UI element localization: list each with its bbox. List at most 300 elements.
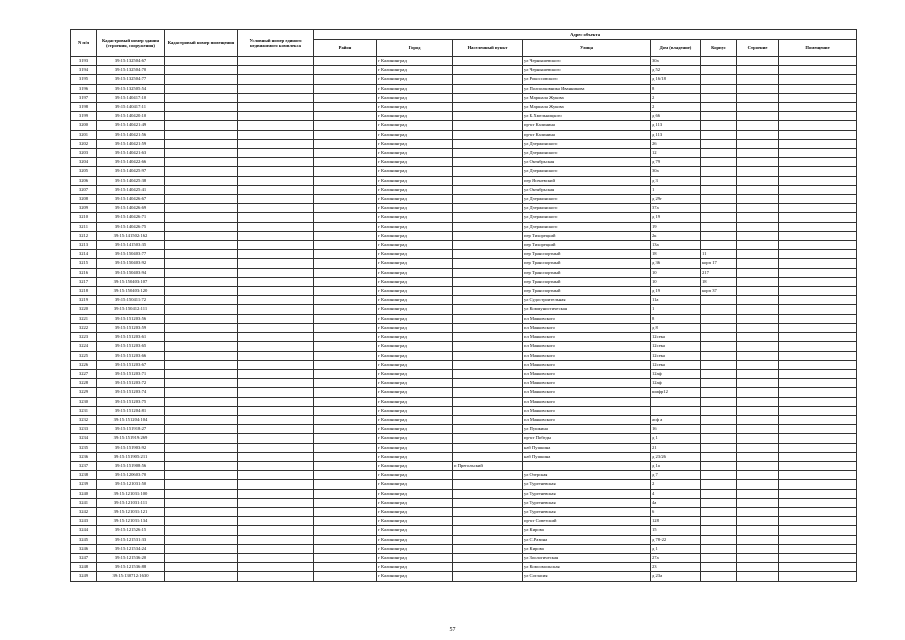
cell-city: г Калининград [377, 121, 453, 130]
cell-street: пер Транспортный [523, 268, 651, 277]
cell-conditional-number [238, 75, 314, 84]
cell-settlement [453, 103, 523, 112]
cell-conditional-number [238, 305, 314, 314]
cell-city: г Калининград [377, 176, 453, 185]
cell-room [779, 222, 857, 231]
cell-settlement [453, 84, 523, 93]
table-row [71, 434, 857, 443]
cell-region [314, 406, 377, 415]
cell-region [314, 388, 377, 397]
cell-cadastral-building: 39:15:140425:97 [97, 167, 165, 176]
cell-cadastral-room [165, 176, 238, 185]
cell-city: г Калининград [377, 333, 453, 342]
cell-number: 3195 [71, 75, 97, 84]
cell-city: г Калининград [377, 425, 453, 434]
cell-city: г Калининград [377, 84, 453, 93]
cell-number: 3212 [71, 231, 97, 240]
cell-cadastral-building: 39:15:150403:107 [97, 277, 165, 286]
header-num: N п/п [71, 30, 97, 57]
cell-korpus [701, 535, 737, 544]
cell-house: д 29г [651, 195, 701, 204]
cell-region [314, 167, 377, 176]
cell-room [779, 507, 857, 516]
cell-city: г Калининград [377, 287, 453, 296]
cell-conditional-number [238, 342, 314, 351]
cell-conditional-number [238, 259, 314, 268]
cell-settlement [453, 231, 523, 240]
cell-house: д 66 [651, 112, 701, 121]
cell-room [779, 406, 857, 415]
cell-building [737, 434, 779, 443]
cell-street: ул Коммунистическая [523, 305, 651, 314]
cell-city: г Калининград [377, 342, 453, 351]
cell-number: 3200 [71, 121, 97, 130]
cell-building [737, 323, 779, 332]
cell-region [314, 471, 377, 480]
cell-room [779, 176, 857, 185]
cell-room [779, 93, 857, 102]
cell-conditional-number [238, 130, 314, 139]
cell-building [737, 572, 779, 581]
cell-house: 8 [651, 314, 701, 323]
cell-conditional-number [238, 406, 314, 415]
cell-room [779, 139, 857, 148]
cell-street: ул Чернышевского [523, 66, 651, 75]
cell-region [314, 231, 377, 240]
cell-settlement [453, 425, 523, 434]
cell-street: ул Маршала Жукова [523, 103, 651, 112]
cell-korpus [701, 369, 737, 378]
cell-room [779, 342, 857, 351]
cell-building [737, 287, 779, 296]
cell-building [737, 213, 779, 222]
cell-house: 27а [651, 553, 701, 562]
cell-settlement [453, 535, 523, 544]
cell-korpus: 217 [701, 268, 737, 277]
table-row [71, 305, 857, 314]
cell-building [737, 103, 779, 112]
cell-conditional-number [238, 388, 314, 397]
cell-cadastral-room [165, 139, 238, 148]
cell-conditional-number [238, 434, 314, 443]
cell-number: 3196 [71, 84, 97, 93]
cell-city: г Калининград [377, 296, 453, 305]
cell-city: г Калининград [377, 461, 453, 470]
table-row [71, 489, 857, 498]
cell-house: 16 [651, 425, 701, 434]
cell-city: г Калининград [377, 167, 453, 176]
cell-city: г Калининград [377, 563, 453, 572]
cell-korpus [701, 443, 737, 452]
cell-city: г Калининград [377, 231, 453, 240]
cell-street: пл Маяковского [523, 369, 651, 378]
cell-street: ул Дзержинского [523, 204, 651, 213]
cell-house: 10 [651, 277, 701, 286]
cell-room [779, 314, 857, 323]
cell-korpus [701, 176, 737, 185]
table-row [71, 360, 857, 369]
cell-cadastral-room [165, 434, 238, 443]
cell-korpus [701, 498, 737, 507]
cell-settlement [453, 176, 523, 185]
cell-city: г Калининград [377, 139, 453, 148]
table-row [71, 415, 857, 424]
cell-room [779, 452, 857, 461]
cell-street: ул Дзержинского [523, 149, 651, 158]
cell-city: г Калининград [377, 149, 453, 158]
cell-number: 3227 [71, 369, 97, 378]
cell-korpus [701, 379, 737, 388]
table-row [71, 323, 857, 332]
cell-house: шифр12 [651, 388, 701, 397]
cell-street: ул Октябрьская [523, 185, 651, 194]
cell-cadastral-building: 39:15:121031:50 [97, 480, 165, 489]
cell-cadastral-room [165, 93, 238, 102]
cell-number: 3226 [71, 360, 97, 369]
cell-number: 3239 [71, 480, 97, 489]
cell-settlement [453, 277, 523, 286]
cell-settlement [453, 204, 523, 213]
cell-settlement [453, 121, 523, 130]
cell-building [737, 369, 779, 378]
cell-house: 12аф [651, 379, 701, 388]
cell-house: 15 [651, 526, 701, 535]
cell-region [314, 544, 377, 553]
cell-conditional-number [238, 268, 314, 277]
cell-conditional-number [238, 360, 314, 369]
cell-room [779, 443, 857, 452]
cell-number: 3241 [71, 498, 97, 507]
cell-building [737, 544, 779, 553]
cell-building [737, 480, 779, 489]
cell-cadastral-building: 39:15:121534:24 [97, 544, 165, 553]
cell-city: г Калининград [377, 112, 453, 121]
cell-city: г Калининград [377, 75, 453, 84]
cell-city: г Калининград [377, 268, 453, 277]
cell-room [779, 379, 857, 388]
cell-number: 3248 [71, 563, 97, 572]
cell-street: ул Дзержинского [523, 213, 651, 222]
cell-number: 3237 [71, 461, 97, 470]
cell-cadastral-room [165, 452, 238, 461]
cell-cadastral-room [165, 323, 238, 332]
cell-cadastral-building: 39:15:121536:20 [97, 553, 165, 562]
cell-settlement [453, 471, 523, 480]
cell-cadastral-building: 39:15:140421:63 [97, 149, 165, 158]
cell-house: 19 [651, 222, 701, 231]
cell-conditional-number [238, 425, 314, 434]
cell-region [314, 535, 377, 544]
cell-region [314, 397, 377, 406]
cell-street: пл Маяковского [523, 360, 651, 369]
cell-city: г Калининград [377, 213, 453, 222]
cell-korpus [701, 397, 737, 406]
cell-conditional-number [238, 452, 314, 461]
cell-settlement [453, 369, 523, 378]
cell-room [779, 213, 857, 222]
cell-street: пр-кт Советский [523, 517, 651, 526]
cell-cadastral-building: 39:15:140425:41 [97, 185, 165, 194]
cell-conditional-number [238, 158, 314, 167]
cell-cadastral-room [165, 277, 238, 286]
cell-building [737, 149, 779, 158]
cell-region [314, 323, 377, 332]
cell-conditional-number [238, 121, 314, 130]
cell-house: 30а [651, 167, 701, 176]
cell-building [737, 305, 779, 314]
cell-building [737, 314, 779, 323]
cell-house: 10 [651, 268, 701, 277]
cell-number: 3211 [71, 222, 97, 231]
cell-region [314, 452, 377, 461]
cell-city: г Калининград [377, 572, 453, 581]
table-row [71, 406, 857, 415]
cell-room [779, 415, 857, 424]
cell-region [314, 185, 377, 194]
cell-cadastral-building: 39:15:150403:120 [97, 287, 165, 296]
cell-cadastral-room [165, 241, 238, 250]
table-row [71, 66, 857, 75]
cell-room [779, 480, 857, 489]
cell-conditional-number [238, 526, 314, 535]
cell-korpus [701, 195, 737, 204]
table-row [71, 75, 857, 84]
cell-korpus [701, 296, 737, 305]
table-row [71, 158, 857, 167]
cell-house: д 23а [651, 572, 701, 581]
cell-cadastral-room [165, 130, 238, 139]
cell-number: 3238 [71, 471, 97, 480]
cell-cadastral-building: 39:15:121031:111 [97, 498, 165, 507]
cell-cadastral-room [165, 507, 238, 516]
cell-settlement [453, 517, 523, 526]
cell-conditional-number [238, 287, 314, 296]
table-row [71, 250, 857, 259]
cell-city: г Калининград [377, 351, 453, 360]
cell-korpus [701, 213, 737, 222]
cell-street: наб Пушкина [523, 443, 651, 452]
cell-korpus [701, 149, 737, 158]
cell-building [737, 406, 779, 415]
cell-street: ул Тургеневская [523, 480, 651, 489]
cell-settlement [453, 572, 523, 581]
cell-building [737, 93, 779, 102]
cell-building [737, 268, 779, 277]
cell-settlement [453, 563, 523, 572]
cell-house: 4а [651, 498, 701, 507]
cell-cadastral-room [165, 471, 238, 480]
cell-conditional-number [238, 480, 314, 489]
cell-settlement [453, 314, 523, 323]
cell-conditional-number [238, 277, 314, 286]
cell-conditional-number [238, 471, 314, 480]
cell-building [737, 296, 779, 305]
cell-city: г Калининград [377, 544, 453, 553]
cell-number: 3217 [71, 277, 97, 286]
cell-house: д 1 [651, 544, 701, 553]
cell-room [779, 268, 857, 277]
cell-building [737, 185, 779, 194]
cell-city: г Калининград [377, 480, 453, 489]
cell-cadastral-building: 39:15:140426:75 [97, 222, 165, 231]
cell-region [314, 176, 377, 185]
cell-cadastral-room [165, 351, 238, 360]
cell-room [779, 425, 857, 434]
cell-conditional-number [238, 176, 314, 185]
cell-house: 30а [651, 57, 701, 66]
table-row [71, 369, 857, 378]
cell-building [737, 517, 779, 526]
cell-street: ул Зоологическая [523, 553, 651, 562]
cell-street: пер Транспортный [523, 259, 651, 268]
cell-street: ул Тургеневская [523, 498, 651, 507]
cell-cadastral-room [165, 379, 238, 388]
cell-korpus [701, 323, 737, 332]
cell-house: д 1 [651, 434, 701, 443]
cell-region [314, 112, 377, 121]
cell-settlement: п Прегольский [453, 461, 523, 470]
cell-house: 12 [651, 149, 701, 158]
cell-number: 3209 [71, 204, 97, 213]
cell-house: 26 [651, 139, 701, 148]
cell-building [737, 461, 779, 470]
cell-region [314, 130, 377, 139]
cell-city: г Калининград [377, 397, 453, 406]
table-row [71, 139, 857, 148]
cell-settlement [453, 415, 523, 424]
cell-city: г Калининград [377, 443, 453, 452]
cell-korpus: 11 [701, 250, 737, 259]
cell-korpus [701, 57, 737, 66]
table-row [71, 397, 857, 406]
cell-number: 3201 [71, 130, 97, 139]
cell-cadastral-building: 39:15:140426:71 [97, 213, 165, 222]
cell-building [737, 241, 779, 250]
cell-city: г Калининград [377, 360, 453, 369]
cell-cadastral-building: 39:15:151203:56 [97, 314, 165, 323]
cell-street: ул Дзержинского [523, 139, 651, 148]
table-row [71, 57, 857, 66]
cell-street: пр-кт Калинина [523, 121, 651, 130]
cell-house: д 36 [651, 259, 701, 268]
table-row [71, 388, 857, 397]
table-row [71, 185, 857, 194]
cell-region [314, 204, 377, 213]
cell-region [314, 66, 377, 75]
cell-conditional-number [238, 572, 314, 581]
table-row [71, 296, 857, 305]
cell-conditional-number [238, 507, 314, 516]
cell-cadastral-room [165, 563, 238, 572]
cell-region [314, 507, 377, 516]
cell-building [737, 535, 779, 544]
cell-cadastral-room [165, 158, 238, 167]
cell-number: 3210 [71, 213, 97, 222]
cell-number: 3242 [71, 507, 97, 516]
cell-settlement [453, 443, 523, 452]
cell-street: пер Ясеневский [523, 176, 651, 185]
cell-settlement [453, 480, 523, 489]
cell-region [314, 526, 377, 535]
cell-building [737, 397, 779, 406]
cell-region [314, 572, 377, 581]
cell-settlement [453, 93, 523, 102]
cell-settlement [453, 250, 523, 259]
cell-building [737, 222, 779, 231]
cell-building [737, 195, 779, 204]
cell-region [314, 121, 377, 130]
cell-room [779, 287, 857, 296]
table-row [71, 498, 857, 507]
cell-street: пер Транспортный [523, 287, 651, 296]
table-row [71, 563, 857, 572]
cell-region [314, 93, 377, 102]
cell-conditional-number [238, 241, 314, 250]
cell-building [737, 471, 779, 480]
table-row [71, 553, 857, 562]
cell-cadastral-building: 39:15:121031:134 [97, 517, 165, 526]
cell-cadastral-room [165, 397, 238, 406]
address-register-table [70, 29, 857, 582]
cell-house: 4 [651, 489, 701, 498]
cell-house: 2 [651, 93, 701, 102]
cell-street: пл Маяковского [523, 314, 651, 323]
table-row [71, 461, 857, 470]
cell-street: ул Дзержинского [523, 195, 651, 204]
cell-settlement [453, 66, 523, 75]
table-row [71, 314, 857, 323]
cell-cadastral-building: 39:15:140421:56 [97, 130, 165, 139]
cell-building [737, 158, 779, 167]
cell-street: ул Тургеневская [523, 489, 651, 498]
cell-cadastral-building: 39:15:132505:54 [97, 84, 165, 93]
cell-korpus [701, 93, 737, 102]
cell-cadastral-building: 39:15:132504:70 [97, 66, 165, 75]
cell-building [737, 379, 779, 388]
cell-house: д 19 [651, 213, 701, 222]
cell-city: г Калининград [377, 323, 453, 332]
cell-cadastral-room [165, 103, 238, 112]
cell-room [779, 351, 857, 360]
table-row [71, 93, 857, 102]
cell-settlement [453, 406, 523, 415]
table-row [71, 176, 857, 185]
cell-number: 3204 [71, 158, 97, 167]
cell-region [314, 369, 377, 378]
cell-cadastral-room [165, 425, 238, 434]
cell-conditional-number [238, 535, 314, 544]
cell-cadastral-building: 39:15:121031:100 [97, 489, 165, 498]
cell-street: пл Маяковского [523, 379, 651, 388]
cell-number: 3246 [71, 544, 97, 553]
cell-korpus [701, 231, 737, 240]
cell-house: 2 [651, 480, 701, 489]
cell-korpus [701, 452, 737, 461]
table-row [71, 112, 857, 121]
cell-number: 3229 [71, 388, 97, 397]
cell-cadastral-building: 39:15:151908:56 [97, 461, 165, 470]
cell-building [737, 139, 779, 148]
cell-street: ул Маршала Жукова [523, 93, 651, 102]
cell-settlement [453, 333, 523, 342]
cell-korpus [701, 333, 737, 342]
cell-region [314, 195, 377, 204]
cell-street: наб Пушкина [523, 452, 651, 461]
cell-building [737, 507, 779, 516]
cell-settlement [453, 130, 523, 139]
table-row [71, 425, 857, 434]
cell-cadastral-room [165, 57, 238, 66]
